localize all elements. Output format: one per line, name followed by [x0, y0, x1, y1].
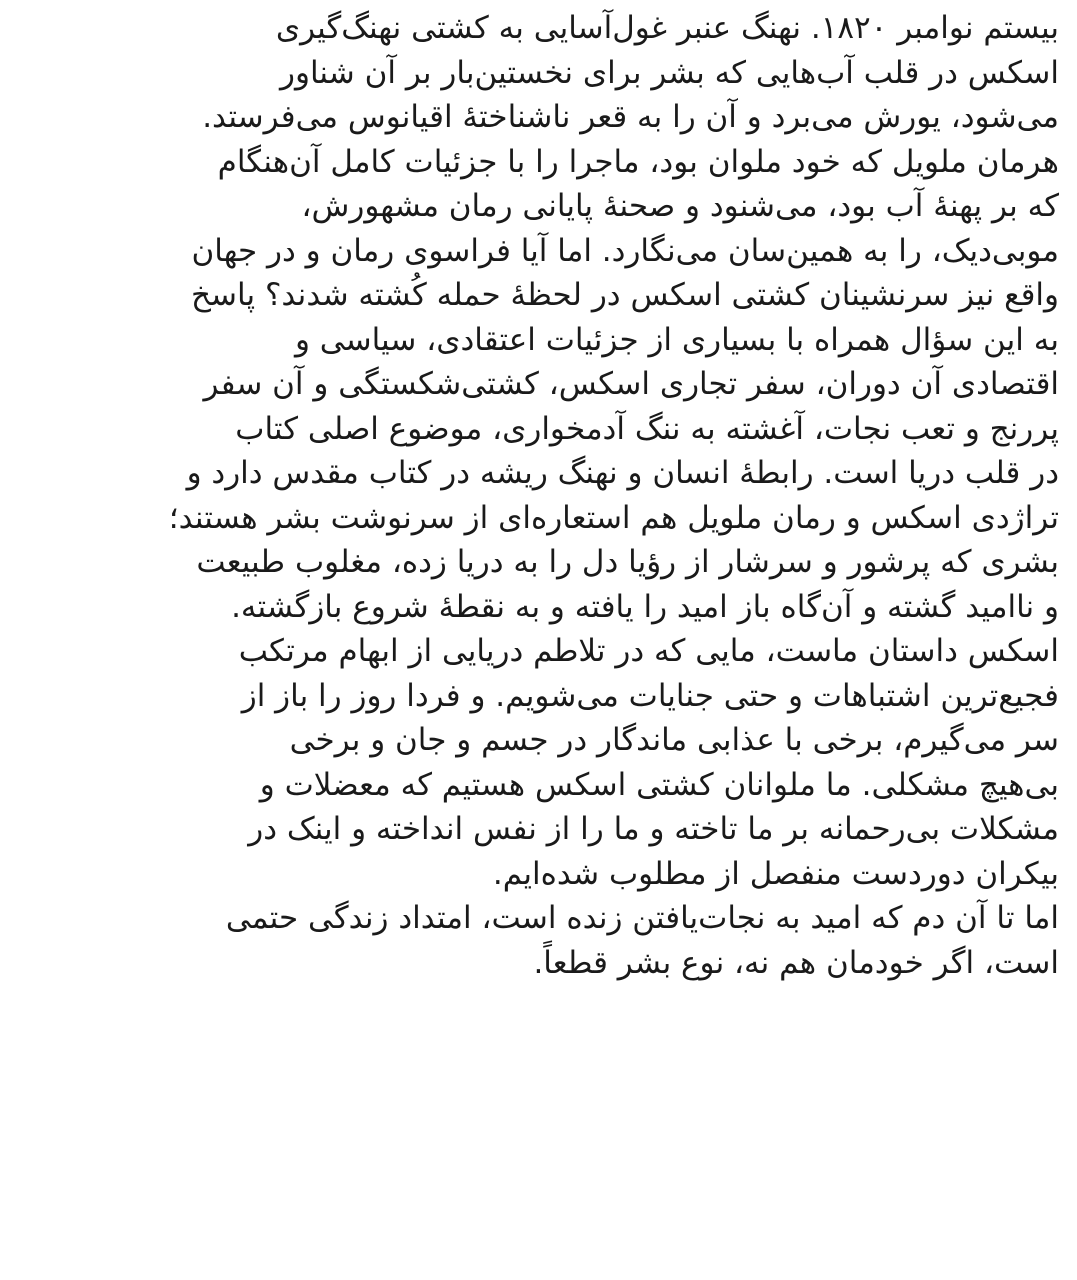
text-line: اما تا آن دم که امید به نجات‌یافتن زنده است، امتداد زندگی حتمی [225, 900, 1059, 936]
text-line: اقتصادی آن دوران، سفر تجاری اسکس، کشتی‌شکستگی و آن سفر [203, 366, 1059, 402]
text-line: تراژدی اسکس و رمان ملویل هم استعاره‌ای از سرنوشت بشر هستند؛ [168, 499, 1059, 536]
text-line: که بر پهنهٔ آب بود، می‌شنود و صحنهٔ پایانی رمان مشهورش، [301, 188, 1059, 224]
text-line: در قلب دریا است. رابطهٔ انسان و نهنگ ریشه در کتاب مقدس دارد و [186, 455, 1059, 491]
text-line: مشکلات بی‌رحمانه بر ما تاخته و ما را از نفس انداخته و اینک در [248, 811, 1059, 847]
text-line: بشری که پرشور و سرشار از رؤیا دل را به دریا زده، مغلوب طبیعت [196, 544, 1059, 580]
text-line: بی‌هیچ مشکلی. ما ملوانان کشتی اسکس هستیم که معضلات و [259, 766, 1059, 803]
text-line: فجیع‌ترین اشتباهات و حتی جنایات می‌شویم. و فردا روز را باز از [241, 677, 1059, 714]
text-line: اسکس در قلب آب‌هایی که بشر برای نخستین‌بار بر آن شناور [280, 54, 1059, 91]
text-line: است، اگر خودمان هم نه، نوع بشر قطعاً. [533, 944, 1059, 981]
text-line: هرمان ملویل که خود ملوان بود، ماجرا را با جزئیات کامل آن‌هنگام [217, 143, 1059, 180]
body-text [30, 6, 1059, 985]
text-line: بیکران دوردست منفصل از مطلوب شده‌ایم. [492, 855, 1059, 892]
text-line: می‌شود، یورش می‌برد و آن را به قعر ناشناختهٔ اقیانوس می‌فرستد. [202, 99, 1059, 135]
text-line: پررنج و تعب نجات، آغشته به ننگ آدمخواری، موضوع اصلی کتاب [235, 410, 1059, 447]
text-line: موبی‌دیک، را به همین‌سان می‌نگارد. اما آیا فراسوی رمان و در جهان [191, 232, 1059, 269]
text-line: سر می‌گیرم، برخی با عذابی ماندگار در جسم و جان و برخی [289, 722, 1059, 758]
text-line: به این سؤال همراه با بسیاری از جزئیات اعتقادی، سیاسی و [294, 321, 1059, 358]
text-line: بیستم نوامبر ۱۸۲۰. نهنگ عنبر غول‌آسایی به کشتی نهنگ‌گیری [275, 10, 1059, 46]
text-line: اسکس داستان ماست، مایی که در تلاطم دریایی از ابهام مرتکب [238, 633, 1059, 669]
text-line: واقع نیز سرنشینان کشتی اسکس در لحظهٔ حمله کُشته شدند؟ پاسخ [191, 277, 1059, 313]
text-line: و ناامید گشته و آن‌گاه باز امید را یافته و به نقطهٔ شروع بازگشته. [231, 588, 1059, 625]
